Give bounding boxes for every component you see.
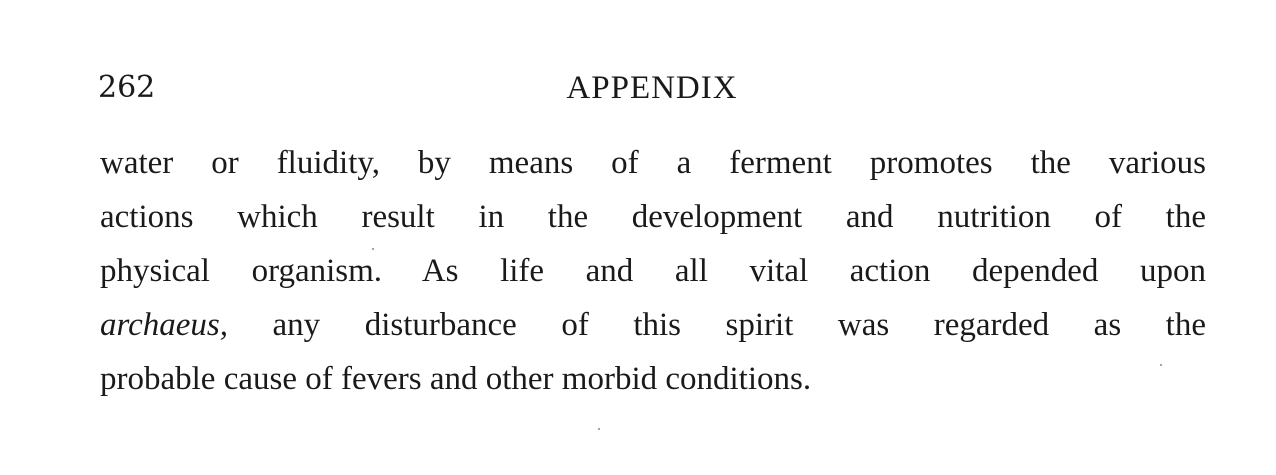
text-segment: any disturbance of this spirit was regarded as the (228, 307, 1206, 343)
running-head: APPENDIX (566, 70, 738, 106)
italic-term: archaeus, (100, 307, 229, 343)
scan-speck (1160, 364, 1162, 366)
text-line: probable cause of fevers and other morbid conditions. (100, 361, 812, 397)
text-line: water or fluidity, by means of a ferment promotes the various (100, 145, 1206, 181)
page-header (98, 66, 1206, 110)
text-line: actions which result in the development and nutrition of the (100, 199, 1206, 235)
page-number: 262 (98, 70, 156, 105)
body-paragraph (100, 136, 1206, 406)
scan-speck (372, 248, 374, 250)
text-line (100, 298, 1206, 352)
text-line: physical organism. As life and all vital action depended upon (100, 253, 1206, 289)
scan-speck (598, 428, 600, 430)
